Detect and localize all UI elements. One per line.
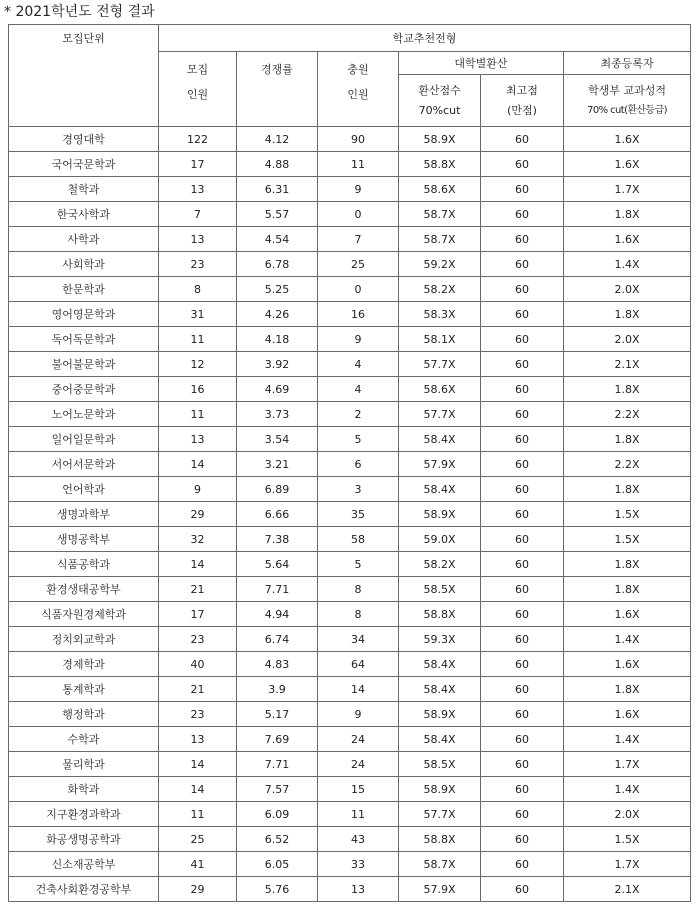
cell-recruit: 13 xyxy=(159,227,237,252)
cell-grade: 2.0X xyxy=(564,327,691,352)
cell-score-cut: 58.4X xyxy=(399,477,481,502)
table-row xyxy=(9,477,691,502)
cell-score-cut: 57.9X xyxy=(399,877,481,902)
cell-score-cut: 58.2X xyxy=(399,552,481,577)
cell-score-cut: 58.6X xyxy=(399,177,481,202)
cell-ratio: 7.69 xyxy=(237,727,318,752)
cell-grade: 2.1X xyxy=(564,352,691,377)
cell-recruit: 31 xyxy=(159,302,237,327)
cell-ratio: 5.64 xyxy=(237,552,318,577)
cell-grade: 1.5X xyxy=(564,827,691,852)
cell-recruit: 13 xyxy=(159,177,237,202)
table-row xyxy=(9,152,691,177)
cell-unit: 화학과 xyxy=(9,777,159,802)
cell-max-score: 60 xyxy=(481,127,564,152)
cell-unit: 노어노문학과 xyxy=(9,402,159,427)
cell-score-cut: 57.9X xyxy=(399,452,481,477)
cell-ratio: 6.09 xyxy=(237,802,318,827)
cell-max-score: 60 xyxy=(481,727,564,752)
cell-ratio: 6.89 xyxy=(237,477,318,502)
table-row xyxy=(9,127,691,152)
cell-grade: 1.6X xyxy=(564,227,691,252)
cell-extra: 5 xyxy=(318,427,399,452)
cell-unit: 식품자원경제학과 xyxy=(9,602,159,627)
cell-ratio: 7.71 xyxy=(237,577,318,602)
cell-recruit: 41 xyxy=(159,852,237,877)
cell-unit: 독어독문학과 xyxy=(9,327,159,352)
cell-grade: 1.8X xyxy=(564,577,691,602)
cell-score-cut: 58.6X xyxy=(399,377,481,402)
cell-extra: 16 xyxy=(318,302,399,327)
cell-recruit: 11 xyxy=(159,802,237,827)
cell-unit: 불어불문학과 xyxy=(9,352,159,377)
cell-max-score: 60 xyxy=(481,327,564,352)
cell-extra: 2 xyxy=(318,402,399,427)
cell-max-score: 60 xyxy=(481,877,564,902)
cell-recruit: 14 xyxy=(159,752,237,777)
cell-score-cut: 58.4X xyxy=(399,727,481,752)
cell-recruit: 21 xyxy=(159,577,237,602)
cell-recruit: 14 xyxy=(159,552,237,577)
cell-score-cut: 58.4X xyxy=(399,427,481,452)
cell-score-cut: 58.8X xyxy=(399,602,481,627)
cell-extra: 24 xyxy=(318,752,399,777)
table-row xyxy=(9,777,691,802)
cell-recruit: 122 xyxy=(159,127,237,152)
table-row xyxy=(9,752,691,777)
cell-grade: 1.6X xyxy=(564,152,691,177)
cell-recruit: 23 xyxy=(159,702,237,727)
table-row xyxy=(9,702,691,727)
cell-grade: 2.2X xyxy=(564,402,691,427)
cell-score-cut: 58.8X xyxy=(399,827,481,852)
cell-recruit: 11 xyxy=(159,327,237,352)
cell-max-score: 60 xyxy=(481,302,564,327)
cell-score-cut: 58.7X xyxy=(399,852,481,877)
header-max-score xyxy=(481,75,564,127)
table-row xyxy=(9,277,691,302)
cell-ratio: 5.76 xyxy=(237,877,318,902)
cell-recruit: 32 xyxy=(159,527,237,552)
cell-grade: 1.5X xyxy=(564,527,691,552)
cell-unit: 국어국문학과 xyxy=(9,152,159,177)
cell-ratio: 4.69 xyxy=(237,377,318,402)
cell-grade: 1.7X xyxy=(564,752,691,777)
cell-ratio: 3.92 xyxy=(237,352,318,377)
header-ratio-label: 경쟁률 xyxy=(261,63,293,76)
header-max-score-line2: (만점) xyxy=(507,103,537,117)
table-row xyxy=(9,327,691,352)
cell-max-score: 60 xyxy=(481,652,564,677)
cell-unit: 한문학과 xyxy=(9,277,159,302)
cell-max-score: 60 xyxy=(481,452,564,477)
cell-ratio: 7.57 xyxy=(237,777,318,802)
cell-unit: 경제학과 xyxy=(9,652,159,677)
header-recruit-line1: 모집 xyxy=(186,63,209,76)
cell-score-cut: 58.8X xyxy=(399,152,481,177)
cell-unit: 환경생태공학부 xyxy=(9,577,159,602)
cell-extra: 0 xyxy=(318,202,399,227)
cell-grade: 1.8X xyxy=(564,477,691,502)
cell-ratio: 6.31 xyxy=(237,177,318,202)
cell-grade: 2.2X xyxy=(564,452,691,477)
cell-grade: 1.6X xyxy=(564,127,691,152)
cell-extra: 43 xyxy=(318,827,399,852)
cell-max-score: 60 xyxy=(481,152,564,177)
header-grade-line2: 70% cut(환산등급) xyxy=(587,104,667,116)
cell-max-score: 60 xyxy=(481,377,564,402)
cell-score-cut: 57.7X xyxy=(399,352,481,377)
cell-grade: 1.4X xyxy=(564,252,691,277)
cell-unit: 서어서문학과 xyxy=(9,452,159,477)
cell-ratio: 3.21 xyxy=(237,452,318,477)
cell-recruit: 9 xyxy=(159,477,237,502)
cell-unit: 생명과학부 xyxy=(9,502,159,527)
cell-recruit: 16 xyxy=(159,377,237,402)
cell-unit: 식품공학과 xyxy=(9,552,159,577)
cell-ratio: 5.25 xyxy=(237,277,318,302)
cell-extra: 64 xyxy=(318,652,399,677)
cell-unit: 경영대학 xyxy=(9,127,159,152)
cell-max-score: 60 xyxy=(481,777,564,802)
cell-ratio: 6.52 xyxy=(237,827,318,852)
cell-unit: 행정학과 xyxy=(9,702,159,727)
cell-max-score: 60 xyxy=(481,202,564,227)
cell-score-cut: 58.9X xyxy=(399,702,481,727)
table-row xyxy=(9,502,691,527)
cell-extra: 3 xyxy=(318,477,399,502)
cell-recruit: 13 xyxy=(159,727,237,752)
cell-score-cut: 58.9X xyxy=(399,777,481,802)
cell-score-cut: 58.7X xyxy=(399,227,481,252)
header-conversion: 대학별환산 xyxy=(399,52,564,75)
table-row xyxy=(9,827,691,852)
cell-score-cut: 58.9X xyxy=(399,127,481,152)
cell-extra: 8 xyxy=(318,602,399,627)
cell-grade: 1.8X xyxy=(564,202,691,227)
cell-grade: 1.4X xyxy=(564,777,691,802)
cell-unit: 통계학과 xyxy=(9,677,159,702)
cell-extra: 8 xyxy=(318,577,399,602)
cell-extra: 7 xyxy=(318,227,399,252)
cell-ratio: 4.54 xyxy=(237,227,318,252)
cell-recruit: 13 xyxy=(159,427,237,452)
header-group: 학교추천전형 xyxy=(159,25,691,52)
cell-ratio: 4.83 xyxy=(237,652,318,677)
cell-score-cut: 58.5X xyxy=(399,577,481,602)
cell-grade: 2.1X xyxy=(564,877,691,902)
cell-score-cut: 58.7X xyxy=(399,202,481,227)
cell-max-score: 60 xyxy=(481,577,564,602)
cell-grade: 1.4X xyxy=(564,727,691,752)
results-table xyxy=(8,24,691,902)
cell-score-cut: 57.7X xyxy=(399,802,481,827)
cell-grade: 2.0X xyxy=(564,277,691,302)
cell-max-score: 60 xyxy=(481,252,564,277)
cell-max-score: 60 xyxy=(481,177,564,202)
cell-grade: 1.7X xyxy=(564,852,691,877)
header-extra xyxy=(318,52,399,127)
cell-grade: 1.8X xyxy=(564,302,691,327)
cell-extra: 25 xyxy=(318,252,399,277)
table-row xyxy=(9,652,691,677)
cell-extra: 11 xyxy=(318,802,399,827)
header-grade xyxy=(564,75,691,127)
cell-grade: 1.6X xyxy=(564,652,691,677)
cell-score-cut: 58.9X xyxy=(399,502,481,527)
cell-grade: 1.5X xyxy=(564,502,691,527)
table-row xyxy=(9,352,691,377)
cell-extra: 58 xyxy=(318,527,399,552)
cell-ratio: 4.26 xyxy=(237,302,318,327)
cell-ratio: 4.88 xyxy=(237,152,318,177)
cell-extra: 0 xyxy=(318,277,399,302)
cell-max-score: 60 xyxy=(481,802,564,827)
cell-unit: 철학과 xyxy=(9,177,159,202)
cell-unit: 사학과 xyxy=(9,227,159,252)
cell-extra: 6 xyxy=(318,452,399,477)
cell-grade: 1.4X xyxy=(564,627,691,652)
cell-unit: 사회학과 xyxy=(9,252,159,277)
cell-extra: 13 xyxy=(318,877,399,902)
cell-recruit: 29 xyxy=(159,502,237,527)
cell-unit: 한국사학과 xyxy=(9,202,159,227)
cell-unit: 건축사회환경공학부 xyxy=(9,877,159,902)
cell-max-score: 60 xyxy=(481,227,564,252)
cell-max-score: 60 xyxy=(481,677,564,702)
cell-score-cut: 58.3X xyxy=(399,302,481,327)
cell-extra: 5 xyxy=(318,552,399,577)
cell-max-score: 60 xyxy=(481,402,564,427)
cell-ratio: 7.71 xyxy=(237,752,318,777)
cell-recruit: 21 xyxy=(159,677,237,702)
cell-score-cut: 57.7X xyxy=(399,402,481,427)
header-recruit-line2: 인원 xyxy=(186,88,209,101)
cell-ratio: 7.38 xyxy=(237,527,318,552)
cell-recruit: 23 xyxy=(159,252,237,277)
table-row xyxy=(9,602,691,627)
cell-unit: 생명공학부 xyxy=(9,527,159,552)
cell-ratio: 4.12 xyxy=(237,127,318,152)
cell-recruit: 8 xyxy=(159,277,237,302)
cell-unit: 언어학과 xyxy=(9,477,159,502)
cell-recruit: 40 xyxy=(159,652,237,677)
table-body xyxy=(9,127,691,902)
header-grade-line1: 학생부 교과성적 xyxy=(588,83,666,97)
table-row xyxy=(9,377,691,402)
cell-unit: 중어중문학과 xyxy=(9,377,159,402)
cell-ratio: 6.78 xyxy=(237,252,318,277)
cell-unit: 신소재공학부 xyxy=(9,852,159,877)
cell-score-cut: 59.0X xyxy=(399,527,481,552)
cell-extra: 11 xyxy=(318,152,399,177)
cell-recruit: 25 xyxy=(159,827,237,852)
cell-grade: 1.8X xyxy=(564,427,691,452)
cell-ratio: 6.74 xyxy=(237,627,318,652)
cell-max-score: 60 xyxy=(481,477,564,502)
cell-unit: 지구환경과학과 xyxy=(9,802,159,827)
cell-max-score: 60 xyxy=(481,827,564,852)
cell-extra: 14 xyxy=(318,677,399,702)
cell-score-cut: 58.5X xyxy=(399,752,481,777)
cell-recruit: 17 xyxy=(159,152,237,177)
table-row xyxy=(9,402,691,427)
table-row xyxy=(9,577,691,602)
cell-extra: 9 xyxy=(318,177,399,202)
results-table-wrapper xyxy=(8,24,691,902)
cell-extra: 15 xyxy=(318,777,399,802)
table-row xyxy=(9,177,691,202)
cell-max-score: 60 xyxy=(481,852,564,877)
table-row xyxy=(9,427,691,452)
cell-unit: 화공생명공학과 xyxy=(9,827,159,852)
cell-max-score: 60 xyxy=(481,552,564,577)
cell-recruit: 14 xyxy=(159,452,237,477)
cell-recruit: 7 xyxy=(159,202,237,227)
table-row xyxy=(9,802,691,827)
cell-ratio: 6.66 xyxy=(237,502,318,527)
header-extra-line2: 인원 xyxy=(347,88,369,101)
page-title: * 2021학년도 전형 결과 xyxy=(4,4,155,20)
table-row xyxy=(9,202,691,227)
table-row xyxy=(9,527,691,552)
cell-recruit: 29 xyxy=(159,877,237,902)
cell-score-cut: 58.4X xyxy=(399,652,481,677)
header-max-score-line1: 최고점 xyxy=(506,83,538,97)
header-score-cut xyxy=(399,75,481,127)
cell-extra: 4 xyxy=(318,352,399,377)
header-score-cut-line1: 환산점수 xyxy=(418,83,461,97)
cell-grade: 1.6X xyxy=(564,702,691,727)
header-extra-line1: 충원 xyxy=(347,63,369,76)
cell-recruit: 23 xyxy=(159,627,237,652)
table-header xyxy=(9,25,691,127)
table-row xyxy=(9,302,691,327)
cell-extra: 9 xyxy=(318,327,399,352)
table-row xyxy=(9,677,691,702)
cell-max-score: 60 xyxy=(481,277,564,302)
cell-unit: 물리학과 xyxy=(9,752,159,777)
cell-grade: 1.7X xyxy=(564,177,691,202)
cell-max-score: 60 xyxy=(481,352,564,377)
cell-max-score: 60 xyxy=(481,702,564,727)
cell-max-score: 60 xyxy=(481,427,564,452)
cell-max-score: 60 xyxy=(481,627,564,652)
header-recruit xyxy=(159,52,237,127)
cell-ratio: 4.18 xyxy=(237,327,318,352)
cell-recruit: 14 xyxy=(159,777,237,802)
table-row xyxy=(9,877,691,902)
table-row xyxy=(9,252,691,277)
header-score-cut-line2: 70%cut xyxy=(418,103,461,117)
table-row xyxy=(9,852,691,877)
cell-grade: 1.8X xyxy=(564,377,691,402)
cell-grade: 1.6X xyxy=(564,602,691,627)
header-final: 최종등록자 xyxy=(564,52,691,75)
cell-extra: 35 xyxy=(318,502,399,527)
cell-ratio: 5.17 xyxy=(237,702,318,727)
cell-score-cut: 58.2X xyxy=(399,277,481,302)
table-row xyxy=(9,627,691,652)
cell-ratio: 6.05 xyxy=(237,852,318,877)
cell-extra: 90 xyxy=(318,127,399,152)
cell-recruit: 17 xyxy=(159,602,237,627)
cell-grade: 1.8X xyxy=(564,552,691,577)
header-unit: 모집단위 xyxy=(9,25,159,127)
cell-recruit: 11 xyxy=(159,402,237,427)
table-row xyxy=(9,452,691,477)
cell-ratio: 3.73 xyxy=(237,402,318,427)
cell-extra: 34 xyxy=(318,627,399,652)
table-row xyxy=(9,227,691,252)
cell-extra: 33 xyxy=(318,852,399,877)
cell-ratio: 3.54 xyxy=(237,427,318,452)
header-ratio xyxy=(237,52,318,127)
cell-score-cut: 58.1X xyxy=(399,327,481,352)
cell-unit: 일어일문학과 xyxy=(9,427,159,452)
cell-unit: 수학과 xyxy=(9,727,159,752)
cell-ratio: 5.57 xyxy=(237,202,318,227)
cell-ratio: 4.94 xyxy=(237,602,318,627)
cell-grade: 2.0X xyxy=(564,802,691,827)
cell-max-score: 60 xyxy=(481,527,564,552)
table-row xyxy=(9,552,691,577)
cell-ratio: 3.9 xyxy=(237,677,318,702)
cell-unit: 정치외교학과 xyxy=(9,627,159,652)
cell-max-score: 60 xyxy=(481,602,564,627)
cell-max-score: 60 xyxy=(481,752,564,777)
cell-recruit: 12 xyxy=(159,352,237,377)
cell-score-cut: 58.4X xyxy=(399,677,481,702)
cell-unit: 영어영문학과 xyxy=(9,302,159,327)
cell-extra: 9 xyxy=(318,702,399,727)
cell-score-cut: 59.3X xyxy=(399,627,481,652)
cell-extra: 4 xyxy=(318,377,399,402)
cell-max-score: 60 xyxy=(481,502,564,527)
cell-grade: 1.8X xyxy=(564,677,691,702)
table-row xyxy=(9,727,691,752)
cell-score-cut: 59.2X xyxy=(399,252,481,277)
cell-extra: 24 xyxy=(318,727,399,752)
